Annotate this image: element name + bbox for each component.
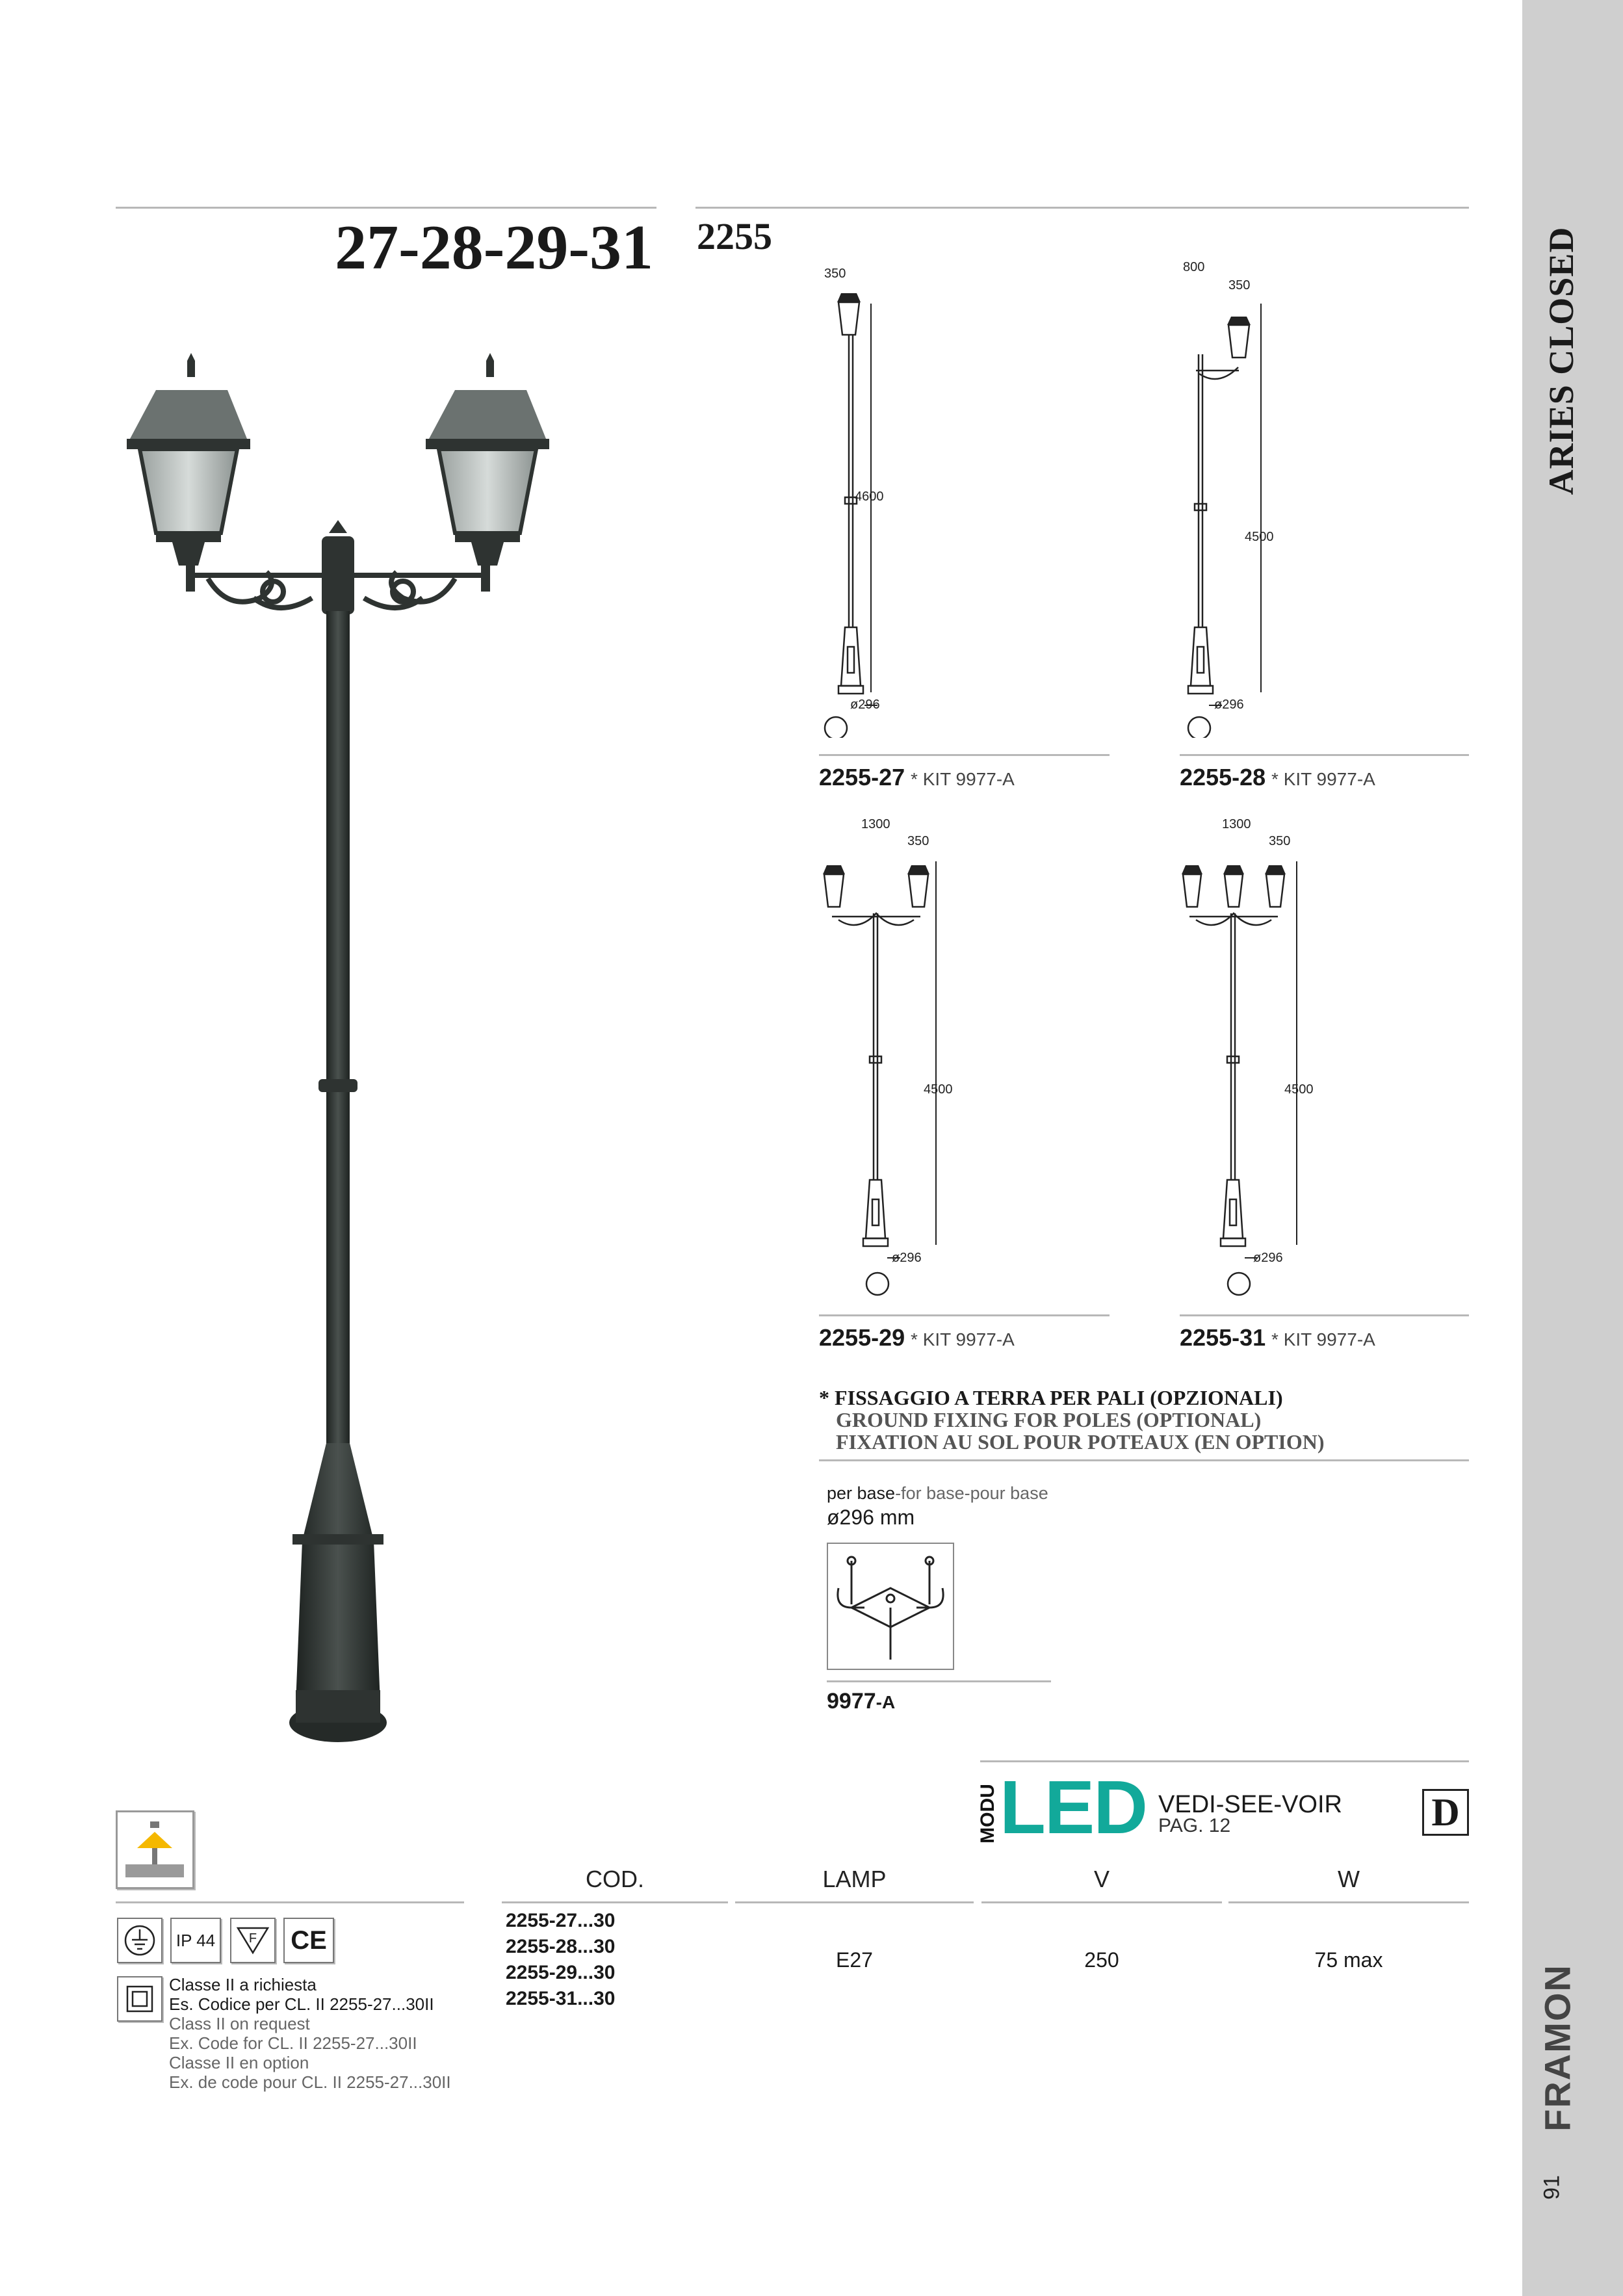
family-code: 2255 [697,215,772,257]
base-label: per base-for base-pour base [827,1483,1048,1503]
led-logo: LED [1000,1765,1147,1849]
header-rule-right [695,207,1469,209]
header-lamp: LAMP [822,1866,887,1892]
fixing-rule [819,1459,1469,1461]
variant-label-2255-29: 2255-29 * KIT 9977-A [819,1324,1015,1351]
led-rule [980,1760,1469,1762]
dim-width-2255-28: 800 [1183,260,1205,274]
table-rule-2 [735,1901,974,1903]
header-v: V [1093,1866,1110,1892]
series-codes-title: 27-28-29-31 [335,213,653,283]
class-en-2: Ex. Code for CL. II 2255-27...30II [169,2033,417,2053]
code-item: 2255-28...30 [506,1936,616,1957]
variant-rule-28 [1180,754,1469,756]
variant-label-2255-28: 2255-28 * KIT 9977-A [1180,764,1375,790]
class-en-1: Class II on request [169,2014,310,2033]
variant-label-2255-27: 2255-27 * KIT 9977-A [819,764,1015,790]
sidebar-title: ARIES CLOSED [1542,226,1581,495]
ground-install-icon [116,1810,194,1889]
dim-lamp-2255-29: 350 [907,834,929,848]
variant-rule-27 [819,754,1110,756]
variant-rule-29 [819,1314,1110,1316]
code-item: 2255-31...30 [506,1988,616,2009]
dim-base-2255-28: ø296 [1214,698,1244,712]
ip-rating-badge: IP 44 [170,1918,221,1963]
dim-height-2255-28: 4500 [1245,530,1274,544]
fixing-note [819,1387,1324,1453]
dim-base-2255-29: ø296 [892,1251,922,1265]
dim-width-2255-29: 1300 [861,817,890,831]
see-line2: PAG. 12 [1158,1815,1231,1836]
product-photo-lamp-post [117,351,559,1762]
earth-icon [117,1918,162,1963]
lantern-left [127,353,250,566]
dim-lamp-2255-27: 350 [824,267,846,281]
dim-height-2255-29: 4500 [924,1082,953,1097]
header-cod: COD. [586,1866,644,1892]
energy-badge: D [1422,1789,1469,1836]
class-it-2: Es. Codice per CL. II 2255-27...30II [169,1994,434,2014]
drawing-2255-31 [1170,816,1313,1297]
dim-base-2255-31: ø296 [1253,1251,1283,1265]
class-ii-icon [117,1976,162,2022]
lamp-value: E27 [836,1948,873,1972]
dim-base-2255-27: ø296 [850,698,880,712]
table-rule-3 [981,1901,1222,1903]
dim-width-2255-31: 1300 [1222,817,1251,831]
table-rule-4 [1228,1901,1469,1903]
svg-text:F: F [248,1931,257,1946]
fixing-line-fr: FIXATION AU SOL POUR POTEAUX (EN OPTION) [836,1430,1325,1454]
base-size: ø296 mm [827,1506,915,1529]
flammable-surface-icon [230,1918,276,1963]
dim-lamp-2255-28: 350 [1228,278,1251,293]
fixing-line-en: GROUND FIXING FOR POLES (OPTIONAL) [836,1408,1262,1431]
variant-label-2255-31: 2255-31 * KIT 9977-A [1180,1324,1375,1351]
modu-label: MODU [977,1784,998,1844]
header-w: W [1338,1866,1360,1892]
class-it-1: Classe II a richiesta [169,1975,317,1994]
lantern-right [426,353,549,566]
dim-lamp-2255-31: 350 [1269,834,1291,848]
class-fr-2: Ex. de code pour CL. II 2255-27...30II [169,2072,451,2092]
volt-value: 250 [1084,1948,1119,1972]
code-item: 2255-29...30 [506,1962,616,1983]
code-item: 2255-27...30 [506,1910,616,1931]
page-number: 91 [1539,2175,1565,2200]
table-rule-0 [116,1901,464,1903]
ce-mark-icon: CE [283,1918,334,1963]
code-list [506,1908,615,2012]
class-fr-1: Classe II en option [169,2053,309,2072]
fixing-line-it: * FISSAGGIO A TERRA PER PALI (OPZIONALI) [819,1386,1283,1409]
ground-fixing-kit-drawing [827,1543,954,1670]
kit-rule [827,1680,1051,1682]
dim-height-2255-31: 4500 [1284,1082,1314,1097]
watt-value: 75 max [1314,1948,1383,1972]
drawing-2255-28 [1170,257,1287,738]
header-rule-left [116,207,656,209]
variant-rule-31 [1180,1314,1469,1316]
kit-code: 9977-A [827,1689,896,1714]
table-rule-1 [502,1901,728,1903]
drawing-2255-29 [812,816,955,1297]
class-ii-note [169,1975,451,2092]
see-line1: VEDI-SEE-VOIR [1158,1791,1342,1818]
brand-logo: FRAMON [1537,1964,1578,2132]
dim-height-2255-27: 4600 [855,489,884,504]
